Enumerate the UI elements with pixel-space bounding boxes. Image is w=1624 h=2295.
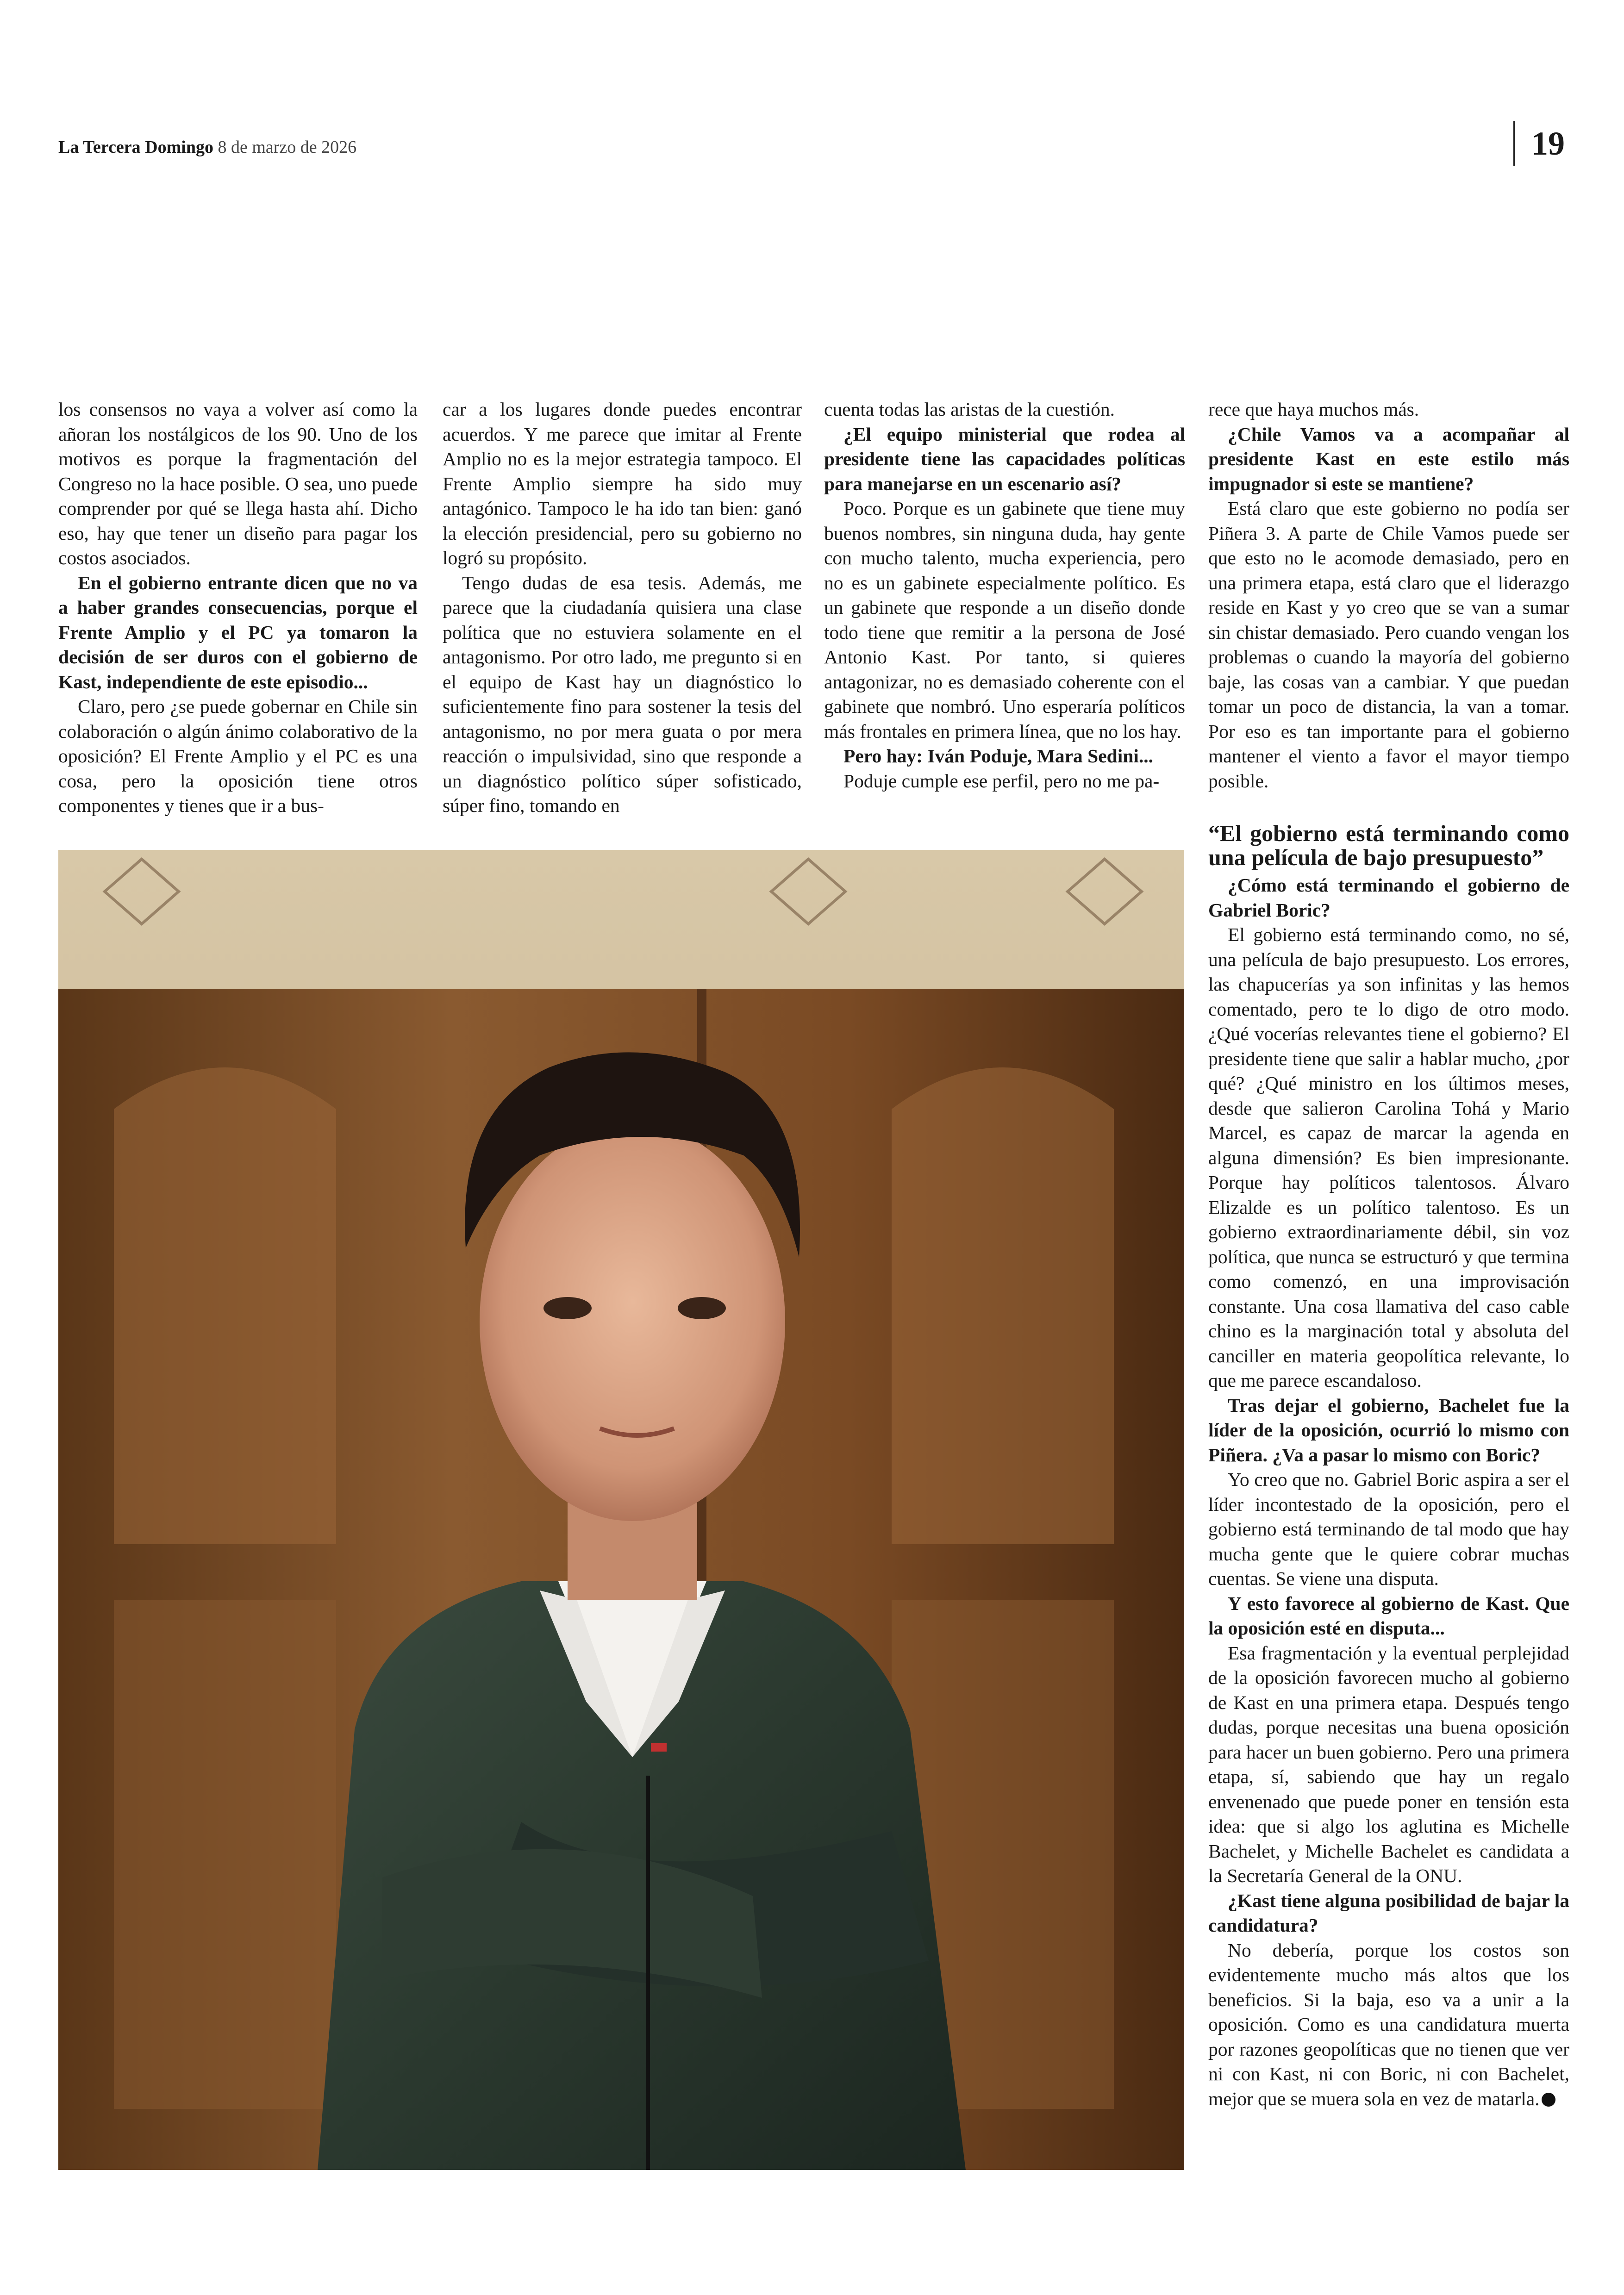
interview-question: ¿Kast tiene alguna posibilidad de bajar la candidatura? — [1208, 1890, 1569, 1936]
answer-paragraph: car a los lugares donde puedes encontrar acuerdos. Y me parece que imitar al Frente Amplio no es la mejor estrategia tampoco. El Frente Amplio siempre ha sido muy antagónico. Tampoco le ha ido tan bien: ganó la elección presidencial, pero su gobierno no logró su propósito. — [443, 399, 802, 568]
section-subheading: “El gobierno está terminando como una película de bajo presupuesto” — [1208, 820, 1569, 870]
answer-paragraph: rece que haya muchos más. — [1208, 399, 1419, 420]
interview-question: Y esto favorece al gobierno de Kast. Que la oposición esté en disputa... — [1208, 1592, 1569, 1639]
answer-paragraph: Claro, pero ¿se puede gobernar en Chile sin colaboración o algún ánimo colaborativo de la oposición? El Frente Amplio y el PC es una cosa, pero la oposición tiene otros componentes y tienes que ir a bus- — [58, 696, 418, 816]
interview-question: Tras dejar el gobierno, Bachelet fue la líder de la oposición, ocurrió lo mismo con Piñera. ¿Va a pasar lo mismo con Boric? — [1208, 1394, 1569, 1466]
publication-name: La Tercera Domingo — [58, 137, 213, 157]
answer-paragraph: Poduje cumple ese perfil, pero no me pa- — [843, 770, 1160, 792]
page-number: 19 — [1513, 121, 1565, 166]
answer-paragraph: cuenta todas las aristas de la cuestión. — [824, 399, 1115, 420]
answer-paragraph: Esa fragmentación y la eventual perplejidad de la oposición favorecen mucho al gobierno de Kast en una primera etapa. Después tengo dudas, porque necesitas una buena oposición para hacer un buen gobierno. Pero una primera etapa, sí, sabiendo que hay un regalo envenenado que puede poner en tensión esta idea: que si algo los aglutina es Michelle Bachelet, y Michelle Bachelet es candidata a la Secretaría General de la ONU. — [1208, 1642, 1569, 1886]
answer-paragraph: los consensos no vaya a volver así como la añoran los nostálgicos de los 90. Uno de los motivos es porque la fragmentación del Congreso no la hace posible. O sea, uno puede comprender por qué se llega hasta ahí. Dicho eso, hay que tener un diseño para pagar los costos asociados. — [58, 399, 418, 568]
issue-date: 8 de marzo de 2026 — [218, 137, 357, 157]
answer-paragraph: Yo creo que no. Gabriel Boric aspira a ser el líder incontestado de la oposición, pero el gobierno está terminando de tal modo que hay mucha gente que le quiere cobrar muchas cuentas. Se viene una disputa. — [1208, 1469, 1569, 1589]
page-header — [58, 137, 356, 157]
column-4 — [1208, 397, 1569, 2111]
end-of-article-mark — [1542, 2093, 1555, 2107]
interviewee-photo — [58, 850, 1184, 2170]
answer-paragraph: Tengo dudas de esa tesis. Además, me parece que la ciudadanía quisiera una clase política que no estuviera solamente en el antagonismo. Por otro lado, me pregunto si en el equipo de Kast hay un diagnóstico lo suficientemente fino para sostener la tesis del antagonismo, no por mera guata o por mera reacción o impulsividad, sino que responde a un diagnóstico político súper sofisticado, súper fino, tomando en — [443, 572, 802, 816]
portrait-photo-icon — [58, 850, 1184, 2170]
column-3 — [824, 397, 1185, 793]
interview-question: Pero hay: Iván Poduje, Mara Sedini... — [843, 745, 1154, 767]
answer-paragraph: El gobierno está terminando como, no sé, una película de bajo presupuesto. Los errores, las chapucerías ya son infinitas y las hemos comentado, pero te lo digo de otro modo. ¿Qué vocerías relevantes tiene el gobierno? El presidente tiene que salir a hablar mucho, ¿por qué? ¿Qué ministro en los últimos meses, desde que salieron Carolina Tohá y Mario Marcel, es capaz de marcar la agenda en alguna dimensión? Es bien impresionante. Porque hay políticos talentosos. Álvaro Elizalde es un político talentoso. Es un gobierno extraordinariamente débil, sin voz política, que nunca se estructuró y que termina como comenzó, en una improvisación constante. Una cosa llamativa del caso cable chino es la marginación total y absoluta del canciller en materia geopolítica relevante, lo que me parece escandaloso. — [1208, 924, 1569, 1391]
interview-question: En el gobierno entrante dicen que no va a haber grandes consecuencias, porque el Frente Amplio y el PC ya tomaron la decisión de ser duros con el gobierno de Kast, independiente de este episodio... — [58, 572, 418, 692]
answer-paragraph: No debería, porque los costos son evidentemente mucho más altos que los beneficios. Si la baja, eso va a unir a la oposición. Como es una candidatura muerta por razones geopolíticas que no tienen que ver ni con Kast, ni con Boric, ni con Bachelet, mejor que se muera sola en vez de matarla. — [1208, 1939, 1569, 2109]
column-2 — [443, 397, 802, 818]
column-1 — [58, 397, 418, 818]
interview-question: ¿El equipo ministerial que rodea al presidente tiene las capacidades políticas para manejarse en un escenario así? — [824, 423, 1185, 494]
interview-question: ¿Cómo está terminando el gobierno de Gabriel Boric? — [1208, 874, 1569, 921]
interview-question: ¿Chile Vamos va a acompañar al presidente Kast en este estilo más impugnador si este se mantiene? — [1208, 423, 1569, 494]
answer-paragraph: Poco. Porque es un gabinete que tiene muy buenos nombres, sin ninguna duda, hay gente con mucho talento, mucha experiencia, pero no es un gabinete especialmente político. Es un gabinete que responde a un diseño donde todo tiene que remitir a la persona de José Antonio Kast. Por tanto, si quieres antagonizar, no es demasiado coherente con el gabinete que nombró. Uno esperaría políticos más frontales en primera línea, que no los hay. — [824, 498, 1185, 742]
answer-paragraph: Está claro que este gobierno no podía ser Piñera 3. A parte de Chile Vamos puede ser que esto no le acomode demasiado, pero en una primera etapa, está claro que el liderazgo reside en Kast y yo creo que se van a sumar sin chistar demasiado. Pero cuando vengan los problemas o cuando la mayoría del gobierno baje, las cosas van a cambiar. Y que puedan tomar un poco de distancia, la van a tomar. Por eso es tan importante para el gobierno mantener el viento a favor el mayor tiempo posible. — [1208, 498, 1569, 792]
